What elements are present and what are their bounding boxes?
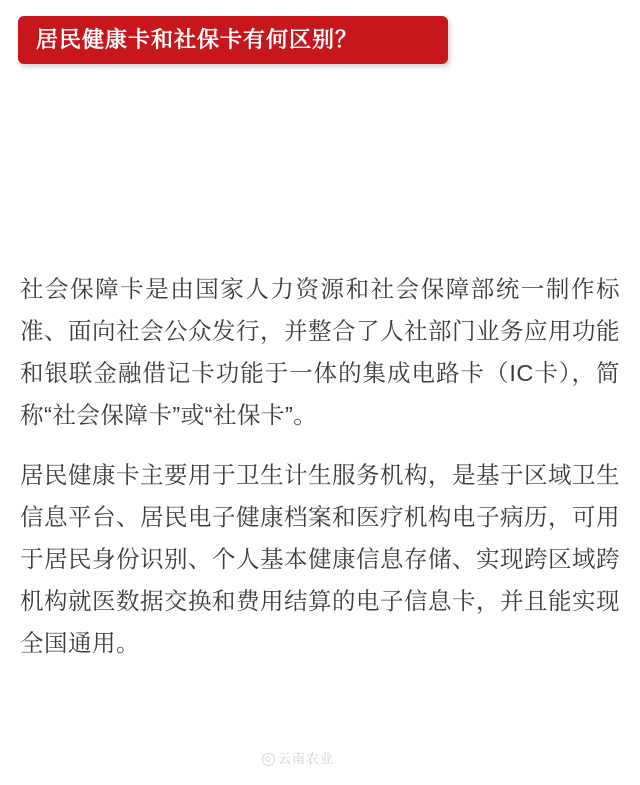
title-banner xyxy=(18,16,448,64)
paragraph: 居民健康卡主要用于卫生计生服务机构，是基于区域卫生信息平台、居民电子健康档案和医疗机构电子病历，可用于居民身份识别、个人基本健康信息存储、实现跨区域跨机构就医数据交换和费用结算的电子信息卡，并且能实现全国通用。 xyxy=(20,462,620,656)
watermark xyxy=(262,748,334,767)
watermark-label: 云南农业 xyxy=(278,751,335,766)
paragraph: 社会保障卡是由国家人力资源和社会保障部统一制作标准、面向社会公众发行，并整合了人社部门业务应用功能和银联金融借记卡功能于一体的集成电路卡（IC卡），简称“社会保障卡”或“社保卡”。 xyxy=(20,276,620,428)
copyright-icon: © xyxy=(262,753,275,766)
article-body xyxy=(20,268,620,664)
page-title: 居民健康卡和社保卡有何区别？ xyxy=(36,27,359,52)
